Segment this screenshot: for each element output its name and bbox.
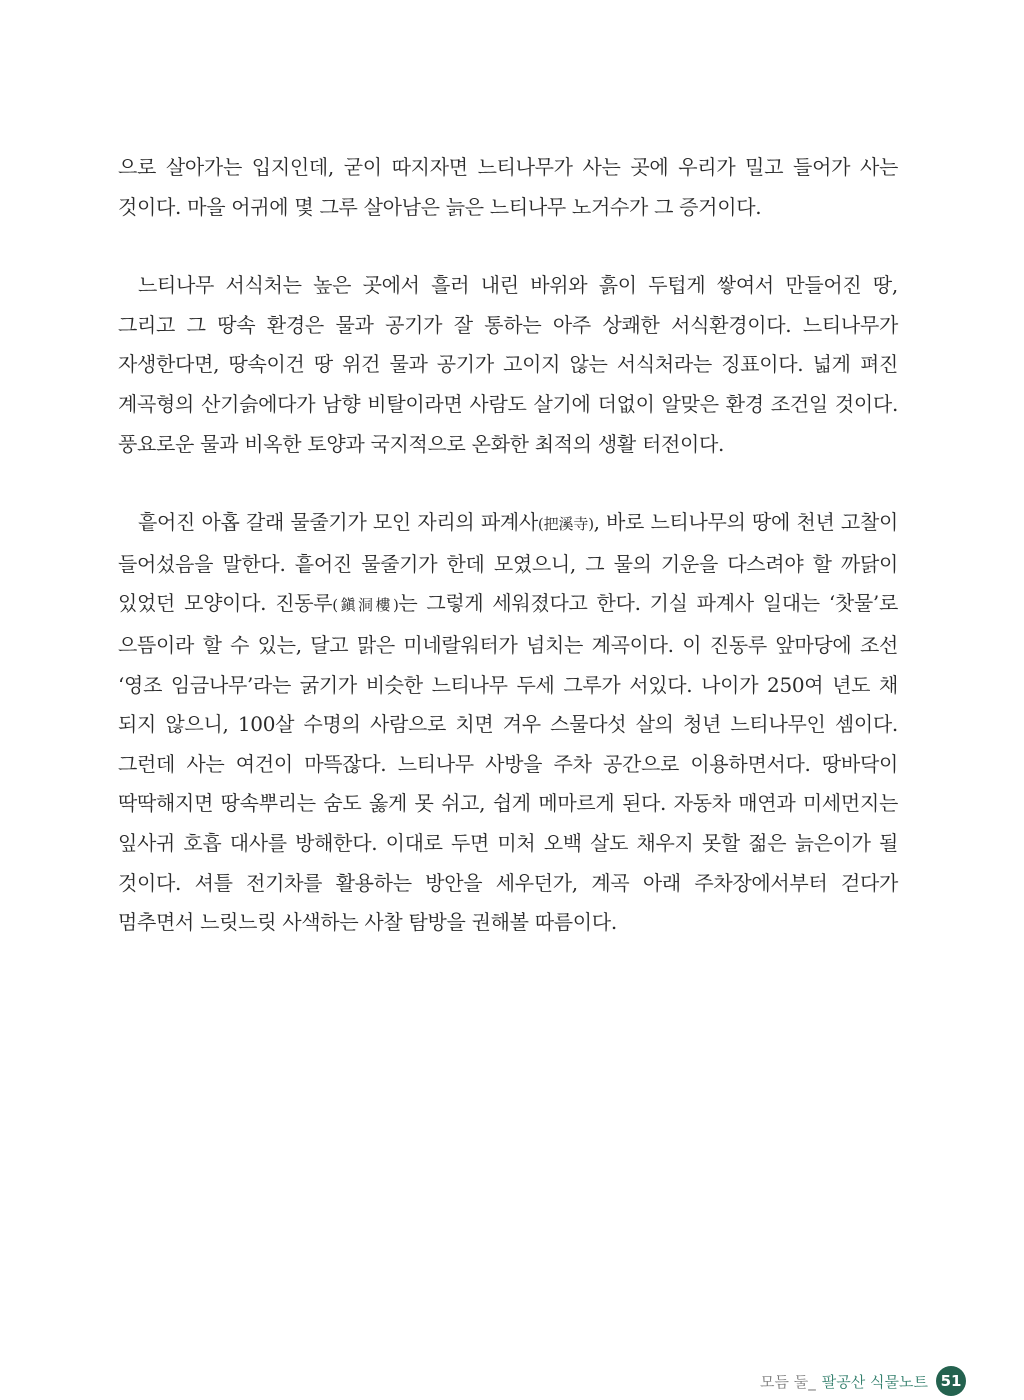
page-footer	[760, 1366, 966, 1396]
body-text	[118, 148, 898, 943]
footer-book-title: 팔공산 식물노트	[821, 1372, 928, 1391]
page-number-badge: 51	[936, 1366, 966, 1396]
paragraph-3-text-1: 흩어진 아홉 갈래 물줄기가 모인 자리의 파계사	[138, 510, 538, 535]
paragraph-3-text-3: 는 그렇게 세워졌다고 한다. 기실 파계사 일대는 ‘찻물’로 으뜸이라 할 수 있는, 달고 맑은 미네랄워터가 넘치는 계곡이다. 이 진동루 앞마당에 조선 ‘영조 임금나무’라는 굵기가 비슷한 느티나무 두세 그루가 서있다. 나이가 250여 년도 채 되지 않으니, 100살 수명의 사람으로 치면 겨우 스물다섯 살의 청년 느티나무인 셈이다. 그런데 사는 여건이 마뜩잖다. 느티나무 사방을 주차 공간으로 이용하면서다. 땅바닥이 딱딱해지면 땅속뿌리는 숨도 옳게 못 쉬고, 쉽게 메마르게 된다. 자동차 매연과 미세먼지는 잎사귀 호흡 대사를 방해한다. 이대로 두면 미처 오백 살도 채우지 못할 젊은 늙은이가 될 것이다. 셔틀 전기차를 활용하는 방안을 세우던가, 계곡 아래 주차장에서부터 걷다가 멈추면서 느릿느릿 사색하는 사찰 탐방을 권해볼 따름이다.	[118, 591, 898, 935]
paragraph-2: 느티나무 서식처는 높은 곳에서 흘러 내린 바위와 흙이 두텁게 쌓여서 만들어진 땅, 그리고 그 땅속 환경은 물과 공기가 잘 통하는 아주 상쾌한 서식환경이다. 느티나무가 자생한다면, 땅속이건 땅 위건 물과 공기가 고이지 않는 서식처라는 징표이다. 넓게 펴진 계곡형의 산기슭에다가 남향 비탈이라면 사람도 살기에 더없이 알맞은 환경 조건일 것이다. 풍요로운 물과 비옥한 토양과 국지적으로 온화한 최적의 생활 터전이다.	[118, 273, 898, 456]
paragraph-3-text-2: , 바로 느티나무의 땅에 천년 고찰이 들어섰음을 말한다. 흩어진 물줄기가 한데 모였으니, 그 물의 기운을 다스려야 할 까닭이 있었던 모양이다. 진동루	[118, 510, 898, 616]
paragraph-1: 으로 살아가는 입지인데, 굳이 따지자면 느티나무가 사는 곳에 우리가 밀고 들어가 사는 것이다. 마을 어귀에 몇 그루 살아남은 늙은 느티나무 노거수가 그 증거이다.	[118, 155, 898, 219]
hanja-jindongru: (鎭洞樓)	[332, 596, 399, 615]
hanja-pagyesa: (把溪寺)	[537, 515, 594, 534]
paragraph-3	[118, 503, 898, 943]
footer-section-label: 모듬 둘_	[760, 1372, 816, 1391]
